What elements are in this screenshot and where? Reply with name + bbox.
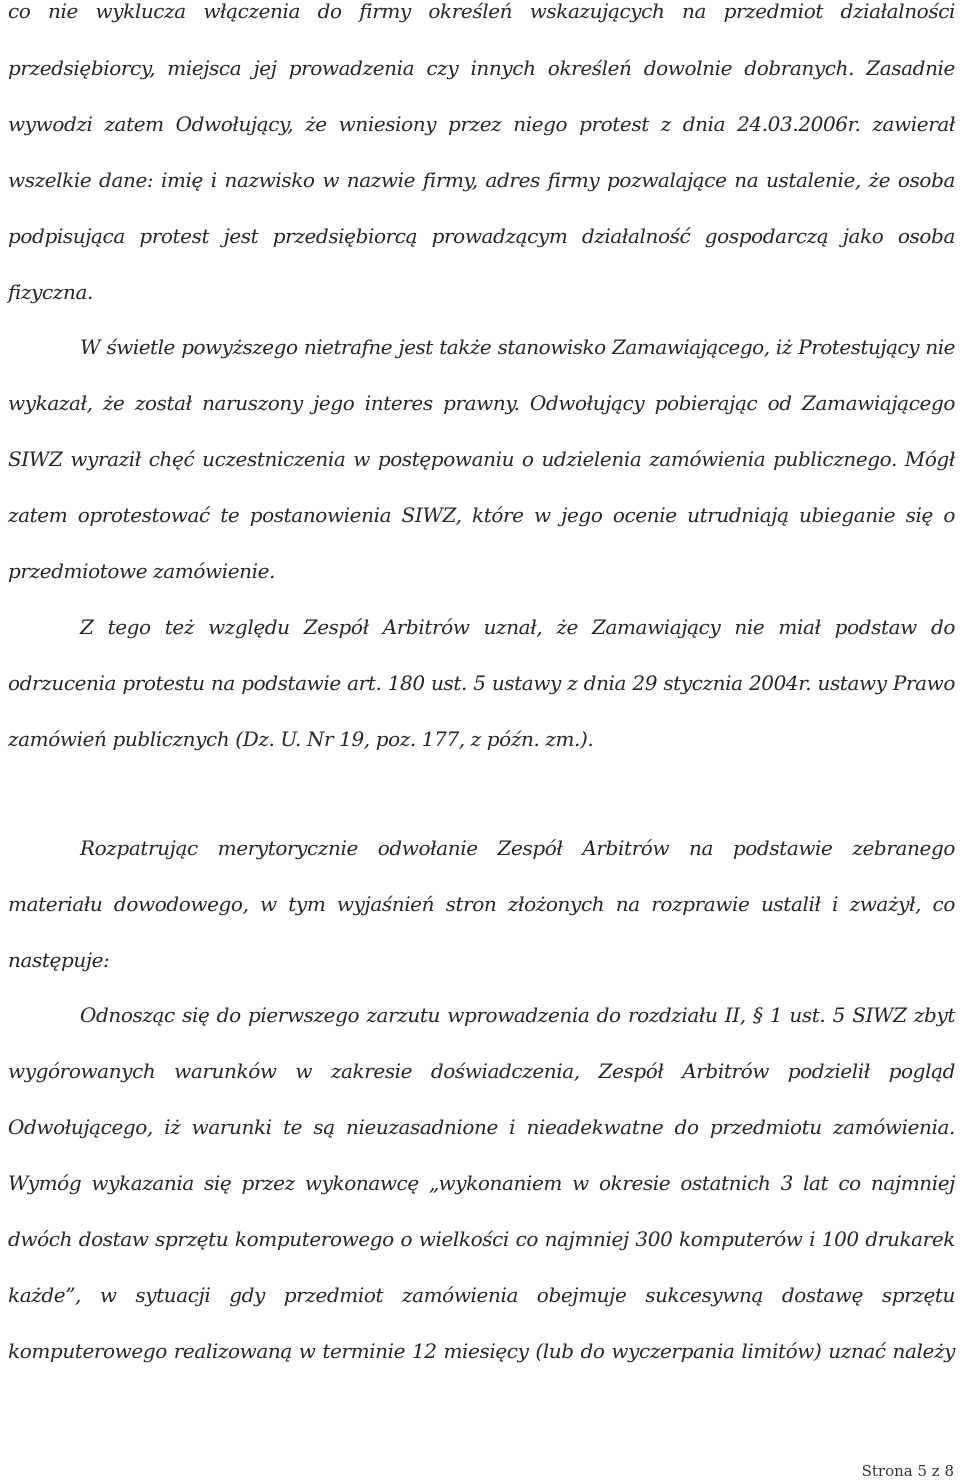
text-line: przedmiotowe zamówienie. bbox=[8, 559, 276, 583]
text-line: odrzucenia protestu na podstawie art. 180 ust. 5 ustawy z dnia 29 stycznia 2004r. ustawy Prawo bbox=[8, 671, 955, 695]
text-line: podpisująca protest jest przedsiębiorcą prowadzącym działalność gospodarczą jako osoba bbox=[8, 224, 955, 248]
paragraph-first-line: W świetle powyższego nietrafne jest także stanowisko Zamawiającego, iż Protestujący nie bbox=[80, 335, 955, 359]
text-line: przedsiębiorcy, miejsca jej prowadzenia czy innych określeń dowolnie dobranych. Zasadnie bbox=[8, 56, 955, 80]
text-line: SIWZ wyraził chęć uczestniczenia w postępowaniu o udzielenia zamówienia publicznego. Mógł bbox=[8, 447, 955, 471]
paragraph-first-line: Rozpatrując merytorycznie odwołanie Zespół Arbitrów na podstawie zebranego bbox=[80, 836, 955, 860]
text-line: fizyczna. bbox=[8, 280, 93, 304]
text-line: wszelkie dane: imię i nazwisko w nazwie firmy, adres firmy pozwalające na ustalenie, że osoba bbox=[8, 168, 955, 192]
text-line: zamówień publicznych (Dz. U. Nr 19, poz. 177, z późn. zm.). bbox=[8, 727, 594, 751]
text-line: wygórowanych warunków w zakresie doświadczenia, Zespół Arbitrów podzielił pogląd bbox=[8, 1059, 955, 1083]
text-line: Odwołującego, iż warunki te są nieuzasadnione i nieadekwatne do przedmiotu zamówienia. bbox=[8, 1115, 955, 1139]
text-line: komputerowego realizowaną w terminie 12 miesięcy (lub do wyczerpania limitów) uznać należy bbox=[8, 1339, 955, 1363]
page-number: Strona 5 z 8 bbox=[861, 1462, 954, 1480]
text-line: dwóch dostaw sprzętu komputerowego o wielkości co najmniej 300 komputerów i 100 drukarek bbox=[8, 1227, 955, 1251]
paragraph-first-line: Z tego też względu Zespół Arbitrów uznał, że Zamawiający nie miał podstaw do bbox=[80, 615, 955, 639]
text-line: wywodzi zatem Odwołujący, że wniesiony przez niego protest z dnia 24.03.2006r. zawierał bbox=[8, 112, 955, 136]
text-line: co nie wyklucza włączenia do firmy określeń wskazujących na przedmiot działalności bbox=[8, 0, 955, 23]
text-line: następuje: bbox=[8, 948, 110, 972]
text-line: Wymóg wykazania się przez wykonawcę „wykonaniem w okresie ostatnich 3 lat co najmniej bbox=[8, 1171, 955, 1195]
text-line: każde”, w sytuacji gdy przedmiot zamówienia obejmuje sukcesywną dostawę sprzętu bbox=[8, 1283, 955, 1307]
paragraph-first-line: Odnosząc się do pierwszego zarzutu wprowadzenia do rozdziału II, § 1 ust. 5 SIWZ zbyt bbox=[80, 1003, 955, 1027]
text-line: wykazał, że został naruszony jego interes prawny. Odwołujący pobierając od Zamawiającego bbox=[8, 391, 955, 415]
text-line: zatem oprotestować te postanowienia SIWZ, które w jego ocenie utrudniają ubieganie się o bbox=[8, 503, 955, 527]
text-line: materiału dowodowego, w tym wyjaśnień stron złożonych na rozprawie ustalił i zważył, co bbox=[8, 892, 955, 916]
